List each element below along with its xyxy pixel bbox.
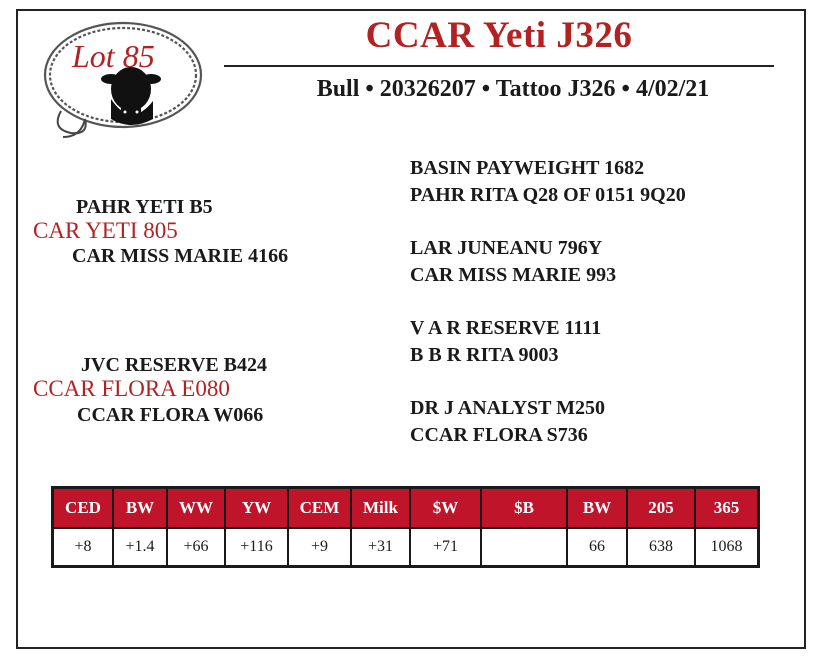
column-header: Milk bbox=[351, 488, 410, 529]
great-grandparent: PAHR RITA Q28 OF 0151 9Q20 bbox=[410, 184, 686, 206]
table-cell: 1068 bbox=[695, 528, 759, 567]
column-header: BW bbox=[113, 488, 167, 529]
column-header: BW bbox=[567, 488, 627, 529]
column-header: 205 bbox=[627, 488, 695, 529]
column-header: $W bbox=[410, 488, 481, 529]
column-header: CED bbox=[53, 488, 114, 529]
table-header-row bbox=[53, 488, 759, 529]
table-cell: 66 bbox=[567, 528, 627, 567]
table-cell: +66 bbox=[167, 528, 225, 567]
column-header: WW bbox=[167, 488, 225, 529]
table-cell: +71 bbox=[410, 528, 481, 567]
title-divider bbox=[224, 65, 774, 67]
sire-sire: PAHR YETI B5 bbox=[76, 196, 213, 218]
sire-name: CAR YETI 805 bbox=[33, 218, 178, 243]
sire-dam: CAR MISS MARIE 4166 bbox=[72, 245, 289, 267]
column-header: 365 bbox=[695, 488, 759, 529]
table-cell: +8 bbox=[53, 528, 114, 567]
cow-head-lasso-icon bbox=[41, 19, 205, 139]
table-row bbox=[53, 528, 759, 567]
page-title: CCAR Yeti J326 bbox=[365, 15, 633, 56]
table-cell: +9 bbox=[288, 528, 351, 567]
great-grandparent: V A R RESERVE 1111 bbox=[410, 317, 602, 339]
great-grandparent: CAR MISS MARIE 993 bbox=[410, 264, 617, 286]
dam-name: CCAR FLORA E080 bbox=[33, 376, 230, 401]
column-header: $B bbox=[481, 488, 567, 529]
great-grandparent: BASIN PAYWEIGHT 1682 bbox=[410, 157, 645, 179]
great-grandparent: CCAR FLORA S736 bbox=[410, 424, 588, 446]
great-grandparent: LAR JUNEANU 796Y bbox=[410, 237, 603, 259]
column-header: CEM bbox=[288, 488, 351, 529]
table-cell bbox=[481, 528, 567, 567]
epd-table bbox=[51, 486, 760, 568]
animal-details: Bull • 20326207 • Tattoo J326 • 4/02/21 bbox=[316, 76, 710, 102]
table-cell: +31 bbox=[351, 528, 410, 567]
table-cell: +116 bbox=[225, 528, 288, 567]
dam-sire: JVC RESERVE B424 bbox=[81, 354, 267, 376]
lot-number-label: Lot 85 bbox=[72, 38, 155, 74]
column-header: YW bbox=[225, 488, 288, 529]
table-cell: +1.4 bbox=[113, 528, 167, 567]
table-cell: 638 bbox=[627, 528, 695, 567]
great-grandparent: DR J ANALYST M250 bbox=[410, 397, 606, 419]
great-grandparent: B B R RITA 9003 bbox=[410, 344, 559, 366]
dam-dam: CCAR FLORA W066 bbox=[77, 404, 264, 426]
